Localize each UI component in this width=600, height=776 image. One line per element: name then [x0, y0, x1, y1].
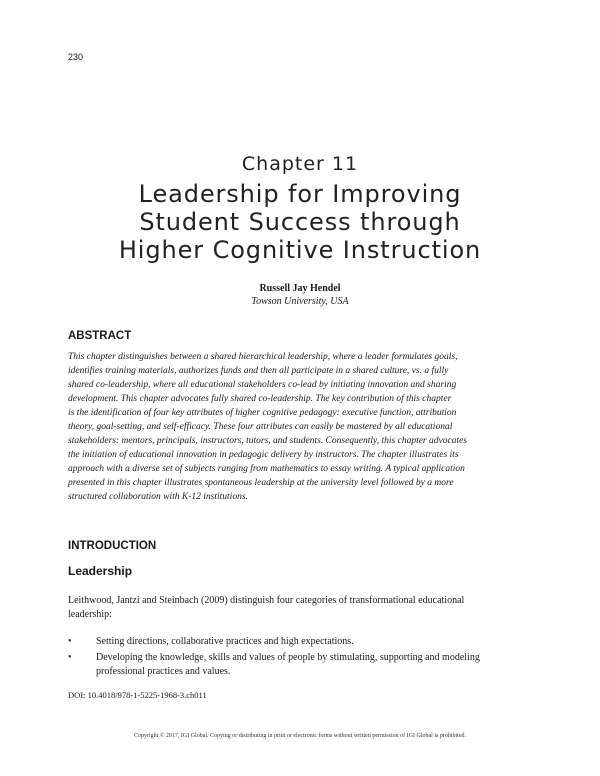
- chapter-label: Chapter 11: [241, 153, 359, 175]
- abstract-line: This chapter distinguishes between a shared hierarchical leadership, where a leader formulates goals,: [68, 352, 458, 362]
- abstract-line: stakeholders: mentors, principals, instructors, tutors, and students. Consequently, this chapter advocates: [68, 436, 467, 446]
- chapter-title: [60, 180, 540, 264]
- chapter-title-line: Higher Cognitive Instruction: [118, 236, 482, 264]
- abstract-body: [68, 350, 534, 504]
- copyright-notice: Copyright © 2017, IGI Global. Copying or distributing in print or electronic forms without written permission of IGI Global is prohibited.: [133, 733, 466, 739]
- bullet-icon: •: [68, 636, 72, 647]
- bullet-icon: •: [68, 652, 72, 663]
- introduction-heading: INTRODUCTION: [68, 540, 157, 552]
- abstract-line: presented in this chapter illustrates spontaneous leadership at the university level followed by a more: [68, 478, 454, 488]
- page-number: 230: [68, 52, 84, 62]
- abstract-line: shared co-leadership, where all educational stakeholders co-lead by initiating innovation and sharing: [68, 380, 457, 390]
- chapter-title-line: Leadership for Improving: [138, 180, 462, 208]
- author-name: Russell Jay Hendel: [259, 283, 341, 294]
- list-item-line: Developing the knowledge, skills and values of people by stimulating, supporting and modeling: [96, 652, 480, 663]
- doi-reference: DOI: 10.4018/978-1-5225-1968-3.ch011: [68, 690, 207, 700]
- abstract-line: the initiation of educational innovation in pedagogic delivery by instructors. The chapter illustrates its: [68, 450, 459, 460]
- abstract-line: development. This chapter advocates fully shared co-leadership. The key contribution of this chapter: [68, 394, 452, 404]
- list-item-line: Setting directions, collaborative practices and high expectations.: [96, 636, 354, 647]
- leadership-categories-list: [68, 635, 534, 681]
- list-item: [68, 651, 534, 679]
- author-affiliation: Towson University, USA: [251, 296, 349, 307]
- list-item: [68, 635, 534, 649]
- paragraph-line: Leithwood, Jantzi and Steinbach (2009) distinguish four categories of transformational educational: [68, 595, 465, 606]
- abstract-line: theory, goal-setting, and self-efficacy. These four attributes can easily be mastered by all educational: [68, 422, 453, 432]
- paragraph-line: leadership:: [68, 609, 112, 620]
- leadership-subheading: Leadership: [68, 564, 133, 578]
- abstract-line: structured collaboration with K-12 institutions.: [68, 492, 248, 502]
- abstract-line: identifies training materials, authorizes funds and then all participate in a shared culture, vs. a fully: [68, 366, 449, 376]
- list-item-line: professional practices and values.: [96, 666, 231, 677]
- chapter-title-line: Student Success through: [139, 208, 461, 236]
- abstract-heading: ABSTRACT: [68, 330, 132, 342]
- abstract-line: is the identification of four key attributes of higher cognitive pedagogy: executive function, attribution: [68, 408, 457, 418]
- introduction-paragraph: [68, 594, 534, 622]
- abstract-line: approach with a diverse set of subjects ranging from mathematics to essay writing. A typical application: [68, 464, 465, 474]
